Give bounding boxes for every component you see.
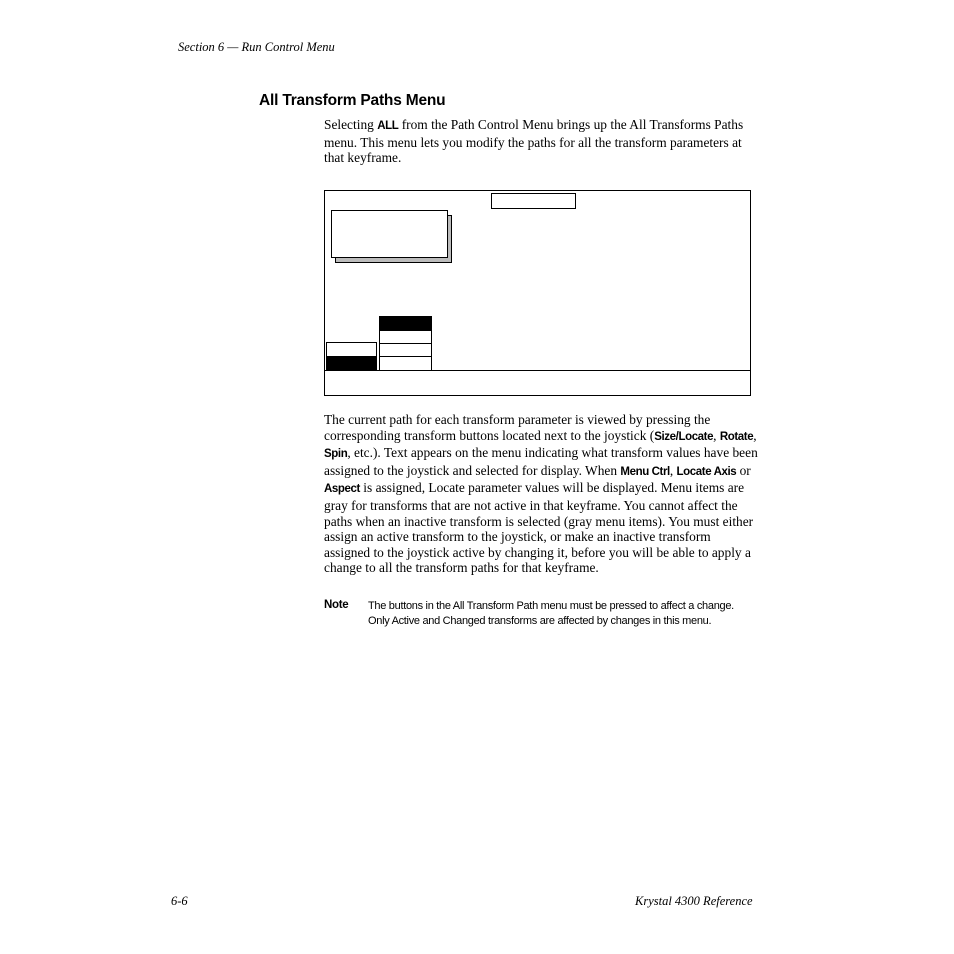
text-6: or [736,462,751,478]
running-head: Section 6 — Run Control Menu [178,40,335,54]
keyword-rotate: Rotate [719,430,754,443]
list-item-2 [379,343,432,357]
keyword-locate-axis: Locate Axis [676,465,737,478]
book-title: Krystal 4300 Reference [635,894,753,908]
main-paragraph [324,412,760,576]
keyword-all: ALL [377,120,399,132]
intro-paragraph [324,117,754,166]
list-header [379,316,432,330]
list-item-3 [379,356,432,371]
text-1: The current path for each transform parameter is viewed by pressing the corresponding transform buttons located next to the joystick ( [324,412,711,443]
keyword-aspect: Aspect [324,483,360,496]
list-item-1 [379,330,432,344]
text-4: , etc.). Text appears on the menu indicating what transform values have been assigned to the joystick and selected for display. When [324,445,758,478]
note-label: Note [324,599,349,611]
note-text: The buttons in the All Transform Path menu must be pressed to affect a change. Only Active and Changed transforms are affected by changes in this menu. [368,600,734,627]
title-box [491,193,576,209]
section-title: All Transform Paths Menu [259,92,446,109]
status-line [325,370,750,371]
keyword-size-locate: Size/Locate [654,430,714,443]
page-number: 6-6 [171,894,188,908]
intro-text-start: Selecting [324,117,378,132]
left-button [326,342,377,357]
text-7: is assigned, Locate parameter values will be displayed. Menu items are gray for transforms that are not active in that keyframe. You cannot affect the paths when an inactive transform is selected (gray menu items). You must either assign an active transform to the joystick, or make an inactive transform assigned to the joystick active by changing it, before you will be able to apply a change to all the transform paths for that keyframe. [324,480,754,576]
left-button-selected [326,356,377,370]
text-5: , [669,462,677,478]
panel-box [331,210,448,258]
intro-text-end: from the Path Control Menu brings up the All Transforms Paths menu. This menu lets you modify the paths for all the transform parameters at that keyframe. [324,117,744,166]
text-3: , [753,427,757,443]
text-2: , [713,427,720,443]
keyword-spin: Spin [324,448,348,461]
keyword-menu-ctrl: Menu Ctrl [620,465,670,478]
menu-figure [324,190,751,396]
